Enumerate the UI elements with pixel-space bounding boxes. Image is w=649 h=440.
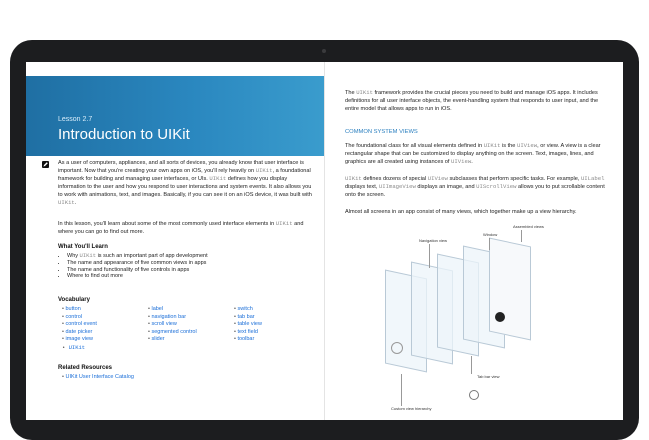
leader-line [429, 244, 430, 268]
vocab-link[interactable]: • control [62, 314, 97, 322]
vocab-link[interactable]: • button [62, 306, 97, 314]
body-text: subclasses that perform specific tasks. For example, [447, 176, 581, 182]
intro-paragraph [58, 159, 314, 207]
hierarchy-paragraph: Almost all screens in an app consist of many views, which together make up a view hierarchy. [345, 209, 577, 215]
code-term: UILabel [580, 175, 605, 182]
related-resources-heading: Related Resources [58, 365, 113, 371]
lesson-banner [26, 76, 324, 156]
code-term: UIView [516, 142, 538, 149]
vocab-link[interactable]: • image view [62, 336, 97, 344]
code-term: UIKit [79, 252, 97, 259]
learn-heading: What You'll Learn [58, 244, 108, 250]
code-term: UIKit [356, 89, 373, 96]
vocab-link[interactable]: • control event [62, 321, 97, 329]
intro-text: and where you can go to find out more. [58, 221, 304, 235]
code-term: UIKit [255, 167, 273, 174]
code-term: UIView [451, 158, 472, 165]
uiview-paragraph [345, 142, 607, 166]
ipad-screen [26, 62, 623, 420]
code-term: UIKit [345, 175, 362, 182]
pencil-icon [42, 161, 49, 168]
diagram-label: Assembled views [513, 224, 544, 229]
vocab-link[interactable]: • label [148, 306, 197, 314]
body-text: . [471, 159, 473, 165]
code-term: UIImageView [378, 183, 416, 190]
code-term: UIKit [209, 175, 227, 182]
code-term: UIKit [58, 199, 75, 206]
learn-text: is such an important part of app development [96, 253, 208, 259]
diagram-label: Navigation view [419, 238, 448, 243]
resource-link[interactable]: • UIKit User Interface Catalog [62, 374, 134, 382]
code-term: UIKit [483, 142, 501, 149]
leader-line [521, 230, 522, 242]
learn-list [58, 253, 317, 280]
body-text: allows you to put scrollable content onto the screen. [345, 184, 605, 198]
learn-item: • The name and appearance of five common views in apps [67, 260, 317, 267]
dial-graphic [391, 342, 403, 354]
body-text: displays an image, and [415, 184, 477, 190]
lesson-number: Lesson 2.7 [58, 116, 93, 123]
vocab-link[interactable]: • tab bar [234, 314, 262, 322]
vocab-link[interactable]: • UIKit [62, 344, 97, 352]
framework-paragraph [345, 89, 607, 113]
vocab-link[interactable]: • switch [234, 306, 262, 314]
subclasses-paragraph [345, 175, 607, 199]
right-page [324, 62, 623, 420]
learn-item: • The name and functionality of five controls in apps [67, 267, 317, 274]
intro-paragraph-2 [58, 220, 314, 236]
left-page [26, 62, 324, 420]
vocab-link[interactable]: • slider [148, 336, 197, 344]
search-icon [469, 390, 479, 400]
intro-text: As a user of computers, appliances, and all sorts of devices, you already know that user interface is important. Now that you're creating your own apps on iOS, you'll rely heavily on [58, 160, 304, 174]
body-text: framework provides the crucial pieces you need to build and manage iOS apps. It includes definitions for all user interface objects, the event-handling system that responds to user input, and the entire model that allows apps to run in iOS. [345, 90, 599, 112]
leader-line [471, 356, 472, 374]
code-term: UIKit [275, 220, 293, 227]
vocabulary-column-2 [148, 306, 197, 344]
vocabulary-column-3 [234, 306, 262, 344]
section-heading: COMMON SYSTEM VIEWS [345, 129, 418, 135]
intro-text: , a foundational framework for building and managing user interfaces, or UIs. [58, 168, 311, 182]
vocab-link[interactable]: • navigation bar [148, 314, 197, 322]
body-text: , or view. A view is a clear rectangular shape that can be customized to display anything on the screen. Text, images, lines, and graphics are all created using instances of [345, 143, 601, 165]
code-term: UIScrollView [476, 183, 517, 190]
view-hierarchy-diagram [381, 224, 581, 416]
learn-text: Why [67, 253, 80, 259]
body-text: is the [500, 143, 517, 149]
diagram-label: Window [483, 232, 498, 237]
dial-graphic [495, 312, 505, 322]
assembled-views-layer [489, 238, 531, 341]
vocab-link[interactable]: • text field [234, 329, 262, 337]
vocab-link[interactable]: • date picker [62, 329, 97, 337]
body-text: displays text, [345, 184, 379, 190]
vocabulary-column-1 [62, 306, 97, 352]
vocab-link[interactable]: • toolbar [234, 336, 262, 344]
body-text: The foundational class for all visual elements defined in [345, 143, 484, 149]
learn-item: • Where to find out more [67, 273, 317, 280]
front-camera [322, 49, 326, 53]
learn-item [67, 253, 317, 260]
lesson-title: Introduction to UIKit [58, 126, 190, 143]
vocab-link[interactable]: • segmented control [148, 329, 197, 337]
code-term: UIView [427, 175, 448, 182]
diagram-label: Tab bar view [477, 374, 500, 379]
leader-line [401, 374, 402, 406]
intro-text: . [74, 200, 77, 206]
vocab-link[interactable]: • scroll view [148, 321, 197, 329]
vocab-link[interactable]: • table view [234, 321, 262, 329]
diagram-label: Custom view hierarchy [391, 406, 432, 411]
body-text: defines dozens of special [361, 176, 428, 182]
related-resources-list [62, 374, 134, 382]
body-text: The [345, 90, 357, 96]
leader-line [489, 238, 490, 250]
intro-text: defines how you display information to the user and how you respond to user interactions and system events. It also allows you to work with animations, text, and images. Basically, if you can see it on an iOS device, it was built with [58, 176, 312, 198]
intro-text: In this lesson, you'll learn about some of the most commonly used interface elements in [58, 221, 276, 227]
vocabulary-heading: Vocabulary [58, 297, 90, 303]
